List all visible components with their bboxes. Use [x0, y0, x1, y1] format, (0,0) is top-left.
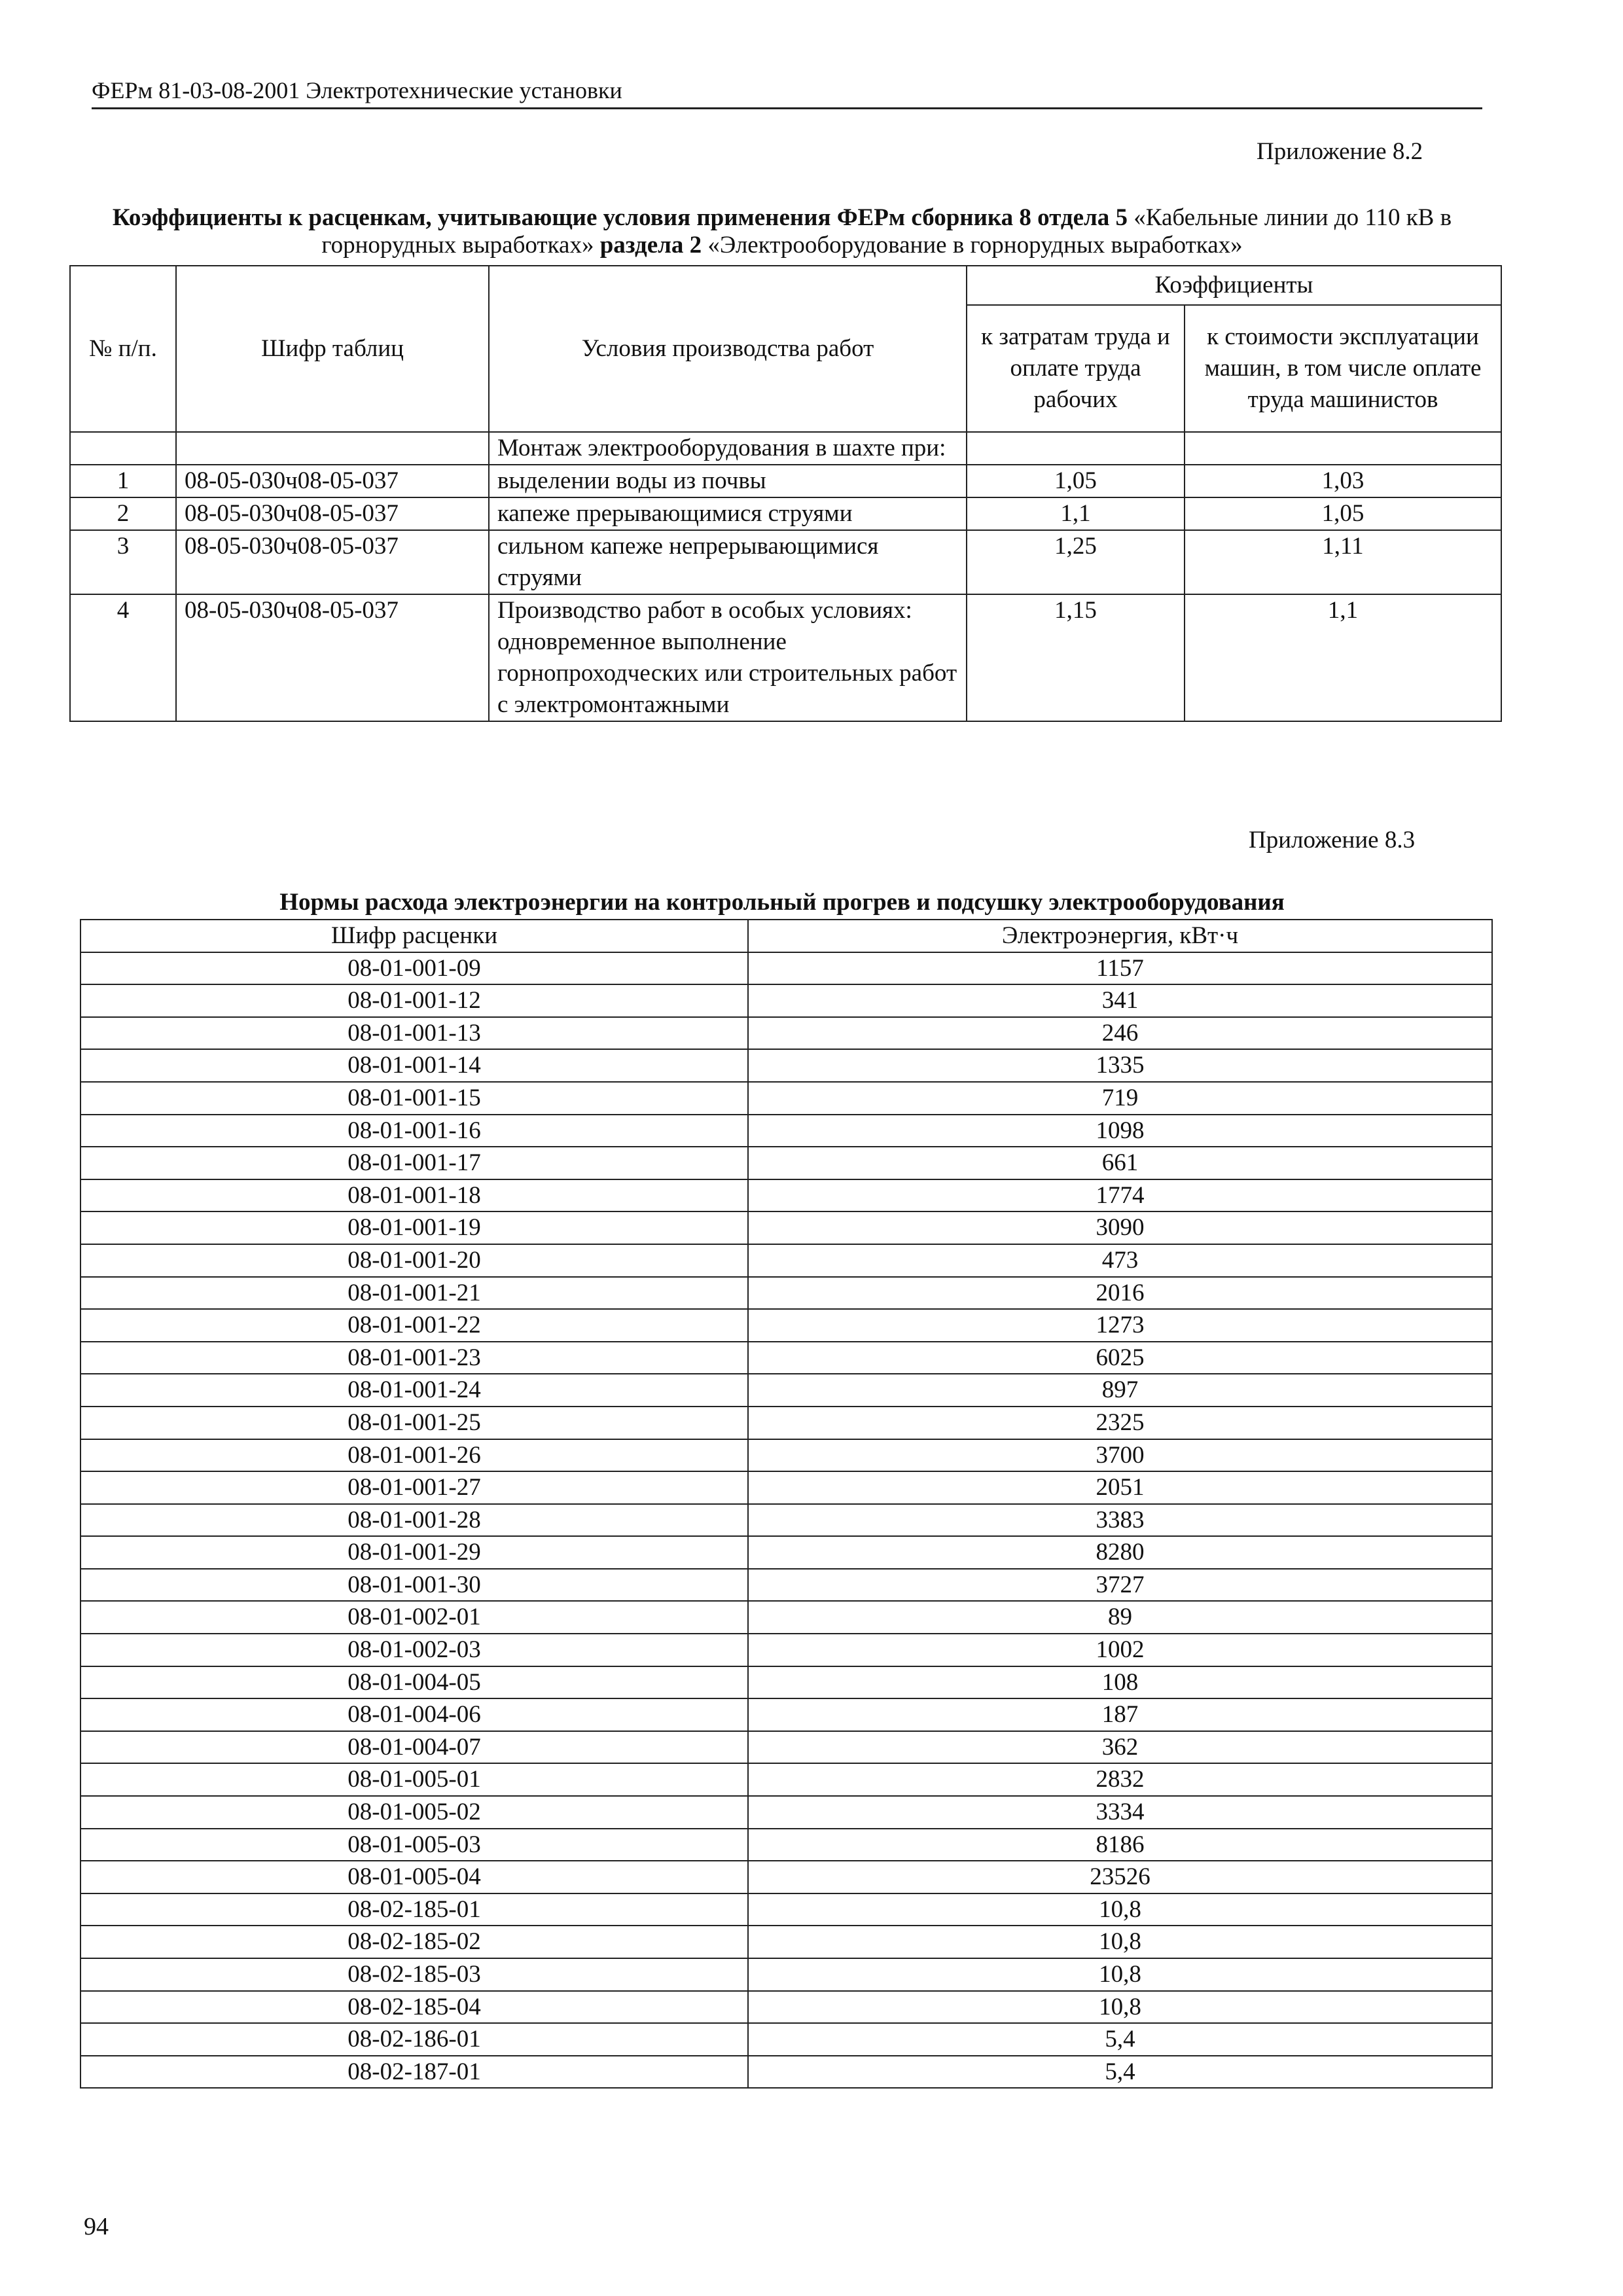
appendix-8-2-label: Приложение 8.2 [1257, 138, 1423, 165]
rate-code-cell: 08-01-001-16 [80, 1115, 748, 1147]
table-row [80, 1861, 1492, 1893]
row-machines-coef: 1,05 [1185, 497, 1501, 530]
rate-code-cell: 08-02-185-02 [80, 1926, 748, 1958]
rate-code-cell: 08-01-001-18 [80, 1179, 748, 1212]
table-row [80, 1958, 1492, 1991]
title-normal-part-1: «Кабельные линии до 110 кВ в горнорудных выработках» [321, 204, 1452, 259]
section-row [70, 432, 1501, 465]
col-energy-header: Электроэнергия, кВт·ч [748, 920, 1492, 952]
coef-header-row-1 [70, 266, 1501, 305]
col-num-header: № п/п. [70, 266, 176, 432]
col-machines-header: к стоимости эксплуатации машин, в том числе оплате труда машинистов [1185, 305, 1501, 432]
row-code: 08-05-030ч08-05-037 [176, 497, 489, 530]
rate-code-cell: 08-01-004-06 [80, 1698, 748, 1731]
rate-code-cell: 08-01-001-29 [80, 1536, 748, 1569]
rate-code-cell: 08-01-001-14 [80, 1049, 748, 1082]
coefficients-table [69, 265, 1502, 722]
table-row [80, 1569, 1492, 1602]
row-machines-coef: 1,1 [1185, 594, 1501, 721]
table-row [80, 1407, 1492, 1439]
energy-value-cell: 246 [748, 1017, 1492, 1050]
title-normal-part-2: «Электрооборудование в горнорудных выработках» [702, 232, 1243, 259]
table-row [80, 952, 1492, 985]
row-num: 4 [70, 594, 176, 721]
appendix-8-2-title [69, 204, 1495, 259]
table-row [80, 1439, 1492, 1472]
energy-value-cell: 1335 [748, 1049, 1492, 1082]
rate-code-cell: 08-01-001-15 [80, 1082, 748, 1115]
table-row [80, 984, 1492, 1017]
row-num: 1 [70, 465, 176, 497]
row-labor-coef: 1,15 [967, 594, 1185, 721]
coef-group-header: Коэффициенты [967, 266, 1501, 305]
energy-value-cell: 1098 [748, 1115, 1492, 1147]
rate-code-cell: 08-01-001-22 [80, 1309, 748, 1342]
page-number: 94 [84, 2213, 109, 2240]
rate-code-cell: 08-01-001-21 [80, 1277, 748, 1310]
table-row [80, 1634, 1492, 1666]
rate-code-cell: 08-01-004-07 [80, 1731, 748, 1764]
energy-value-cell: 10,8 [748, 1926, 1492, 1958]
table-row [80, 1698, 1492, 1731]
rate-code-cell: 08-01-004-05 [80, 1666, 748, 1699]
rate-code-cell: 08-01-001-13 [80, 1017, 748, 1050]
energy-value-cell: 5,4 [748, 2023, 1492, 2056]
table-row [70, 465, 1501, 497]
table-row [70, 530, 1501, 594]
rate-code-cell: 08-01-002-03 [80, 1634, 748, 1666]
energy-header-row [80, 920, 1492, 952]
rate-code-cell: 08-01-001-27 [80, 1471, 748, 1504]
energy-value-cell: 2051 [748, 1471, 1492, 1504]
rate-code-cell: 08-01-001-26 [80, 1439, 748, 1472]
energy-value-cell: 661 [748, 1147, 1492, 1179]
rate-code-cell: 08-01-001-24 [80, 1374, 748, 1407]
table-row [80, 1049, 1492, 1082]
rate-code-cell: 08-01-001-23 [80, 1342, 748, 1374]
rate-code-cell: 08-01-001-25 [80, 1407, 748, 1439]
rate-code-cell: 08-01-005-03 [80, 1829, 748, 1861]
table-row [80, 1017, 1492, 1050]
energy-value-cell: 341 [748, 984, 1492, 1017]
col-labor-header: к затратам труда и оплате труда рабочих [967, 305, 1185, 432]
energy-value-cell: 2325 [748, 1407, 1492, 1439]
title-bold-part-2: раздела 2 [599, 232, 702, 259]
title-bold-part-1: Коэффициенты к расценкам, учитывающие условия применения ФЕРм сборника 8 отдела 5 [112, 204, 1128, 231]
energy-value-cell: 108 [748, 1666, 1492, 1699]
rate-code-cell: 08-01-001-17 [80, 1147, 748, 1179]
energy-value-cell: 10,8 [748, 1958, 1492, 1991]
rate-code-cell: 08-01-001-19 [80, 1211, 748, 1244]
page-header [92, 76, 1482, 109]
energy-value-cell: 3383 [748, 1504, 1492, 1537]
rate-code-cell: 08-01-005-01 [80, 1763, 748, 1796]
table-row [80, 2023, 1492, 2056]
table-row [80, 1504, 1492, 1537]
energy-value-cell: 5,4 [748, 2056, 1492, 2089]
table-row [80, 1147, 1492, 1179]
appendix-8-3-label: Приложение 8.3 [1249, 827, 1416, 853]
energy-value-cell: 2016 [748, 1277, 1492, 1310]
rate-code-cell: 08-01-001-20 [80, 1244, 748, 1277]
energy-value-cell: 10,8 [748, 1991, 1492, 2024]
rate-code-cell: 08-02-185-03 [80, 1958, 748, 1991]
energy-value-cell: 23526 [748, 1861, 1492, 1893]
row-labor-coef: 1,25 [967, 530, 1185, 594]
table-row [80, 1244, 1492, 1277]
energy-value-cell: 3700 [748, 1439, 1492, 1472]
table-row [80, 1374, 1492, 1407]
document-title: ФЕРм 81-03-08-2001 Электротехнические установки [92, 77, 622, 103]
energy-value-cell: 6025 [748, 1342, 1492, 1374]
table-row [80, 1211, 1492, 1244]
energy-value-cell: 89 [748, 1601, 1492, 1634]
energy-value-cell: 3334 [748, 1796, 1492, 1829]
table-row [80, 1666, 1492, 1699]
rate-code-cell: 08-01-001-30 [80, 1569, 748, 1602]
rate-code-cell: 08-01-005-04 [80, 1861, 748, 1893]
table-row [80, 1082, 1492, 1115]
table-row [80, 1991, 1492, 2024]
energy-value-cell: 2832 [748, 1763, 1492, 1796]
energy-value-cell: 473 [748, 1244, 1492, 1277]
table-row [80, 2056, 1492, 2089]
table-row [80, 1731, 1492, 1764]
energy-norms-table [80, 919, 1493, 2089]
rate-code-cell: 08-02-185-04 [80, 1991, 748, 2024]
row-num: 2 [70, 497, 176, 530]
energy-value-cell: 362 [748, 1731, 1492, 1764]
energy-value-cell: 1157 [748, 952, 1492, 985]
row-labor-coef: 1,1 [967, 497, 1185, 530]
rate-code-cell: 08-01-001-12 [80, 984, 748, 1017]
row-code: 08-05-030ч08-05-037 [176, 465, 489, 497]
table-row [80, 1829, 1492, 1861]
table-row [80, 1796, 1492, 1829]
col-code-header: Шифр таблиц [176, 266, 489, 432]
energy-value-cell: 1273 [748, 1309, 1492, 1342]
row-machines-coef: 1,11 [1185, 530, 1501, 594]
table-row [70, 497, 1501, 530]
col-rate-code-header: Шифр расценки [80, 920, 748, 952]
energy-value-cell: 1774 [748, 1179, 1492, 1212]
row-code: 08-05-030ч08-05-037 [176, 530, 489, 594]
rate-code-cell: 08-02-186-01 [80, 2023, 748, 2056]
row-conditions: сильном капеже непрерывающимися струями [489, 530, 967, 594]
table-row [80, 1601, 1492, 1634]
row-machines-coef: 1,03 [1185, 465, 1501, 497]
table-row [80, 1342, 1492, 1374]
energy-value-cell: 1002 [748, 1634, 1492, 1666]
table-row [80, 1536, 1492, 1569]
rate-code-cell: 08-01-002-01 [80, 1601, 748, 1634]
col-conditions-header: Условия производства работ [489, 266, 967, 432]
appendix-8-3-title: Нормы расхода электроэнергии на контрольный прогрев и подсушку электрооборудования [279, 889, 1285, 916]
table-row [70, 594, 1501, 721]
energy-value-cell: 187 [748, 1698, 1492, 1731]
table-row [80, 1926, 1492, 1958]
rate-code-cell: 08-01-001-28 [80, 1504, 748, 1537]
row-num: 3 [70, 530, 176, 594]
rate-code-cell: 08-01-001-09 [80, 952, 748, 985]
row-labor-coef: 1,05 [967, 465, 1185, 497]
energy-value-cell: 8186 [748, 1829, 1492, 1861]
row-code: 08-05-030ч08-05-037 [176, 594, 489, 721]
rate-code-cell: 08-01-005-02 [80, 1796, 748, 1829]
energy-value-cell: 719 [748, 1082, 1492, 1115]
rate-code-cell: 08-02-187-01 [80, 2056, 748, 2089]
energy-value-cell: 10,8 [748, 1893, 1492, 1926]
row-conditions: Производство работ в особых условиях: одновременное выполнение горнопроходческих или строительных работ с электромонтажными [489, 594, 967, 721]
table-row [80, 1893, 1492, 1926]
table-row [80, 1179, 1492, 1212]
table-row [80, 1471, 1492, 1504]
table-row [80, 1115, 1492, 1147]
energy-value-cell: 3727 [748, 1569, 1492, 1602]
row-conditions: выделении воды из почвы [489, 465, 967, 497]
energy-value-cell: 8280 [748, 1536, 1492, 1569]
row-conditions: капеже прерывающимися струями [489, 497, 967, 530]
energy-table-body [80, 952, 1492, 2089]
rate-code-cell: 08-02-185-01 [80, 1893, 748, 1926]
table-row [80, 1309, 1492, 1342]
energy-value-cell: 897 [748, 1374, 1492, 1407]
section-row-text: Монтаж электрооборудования в шахте при: [489, 432, 967, 465]
table-row [80, 1763, 1492, 1796]
table-row [80, 1277, 1492, 1310]
energy-value-cell: 3090 [748, 1211, 1492, 1244]
